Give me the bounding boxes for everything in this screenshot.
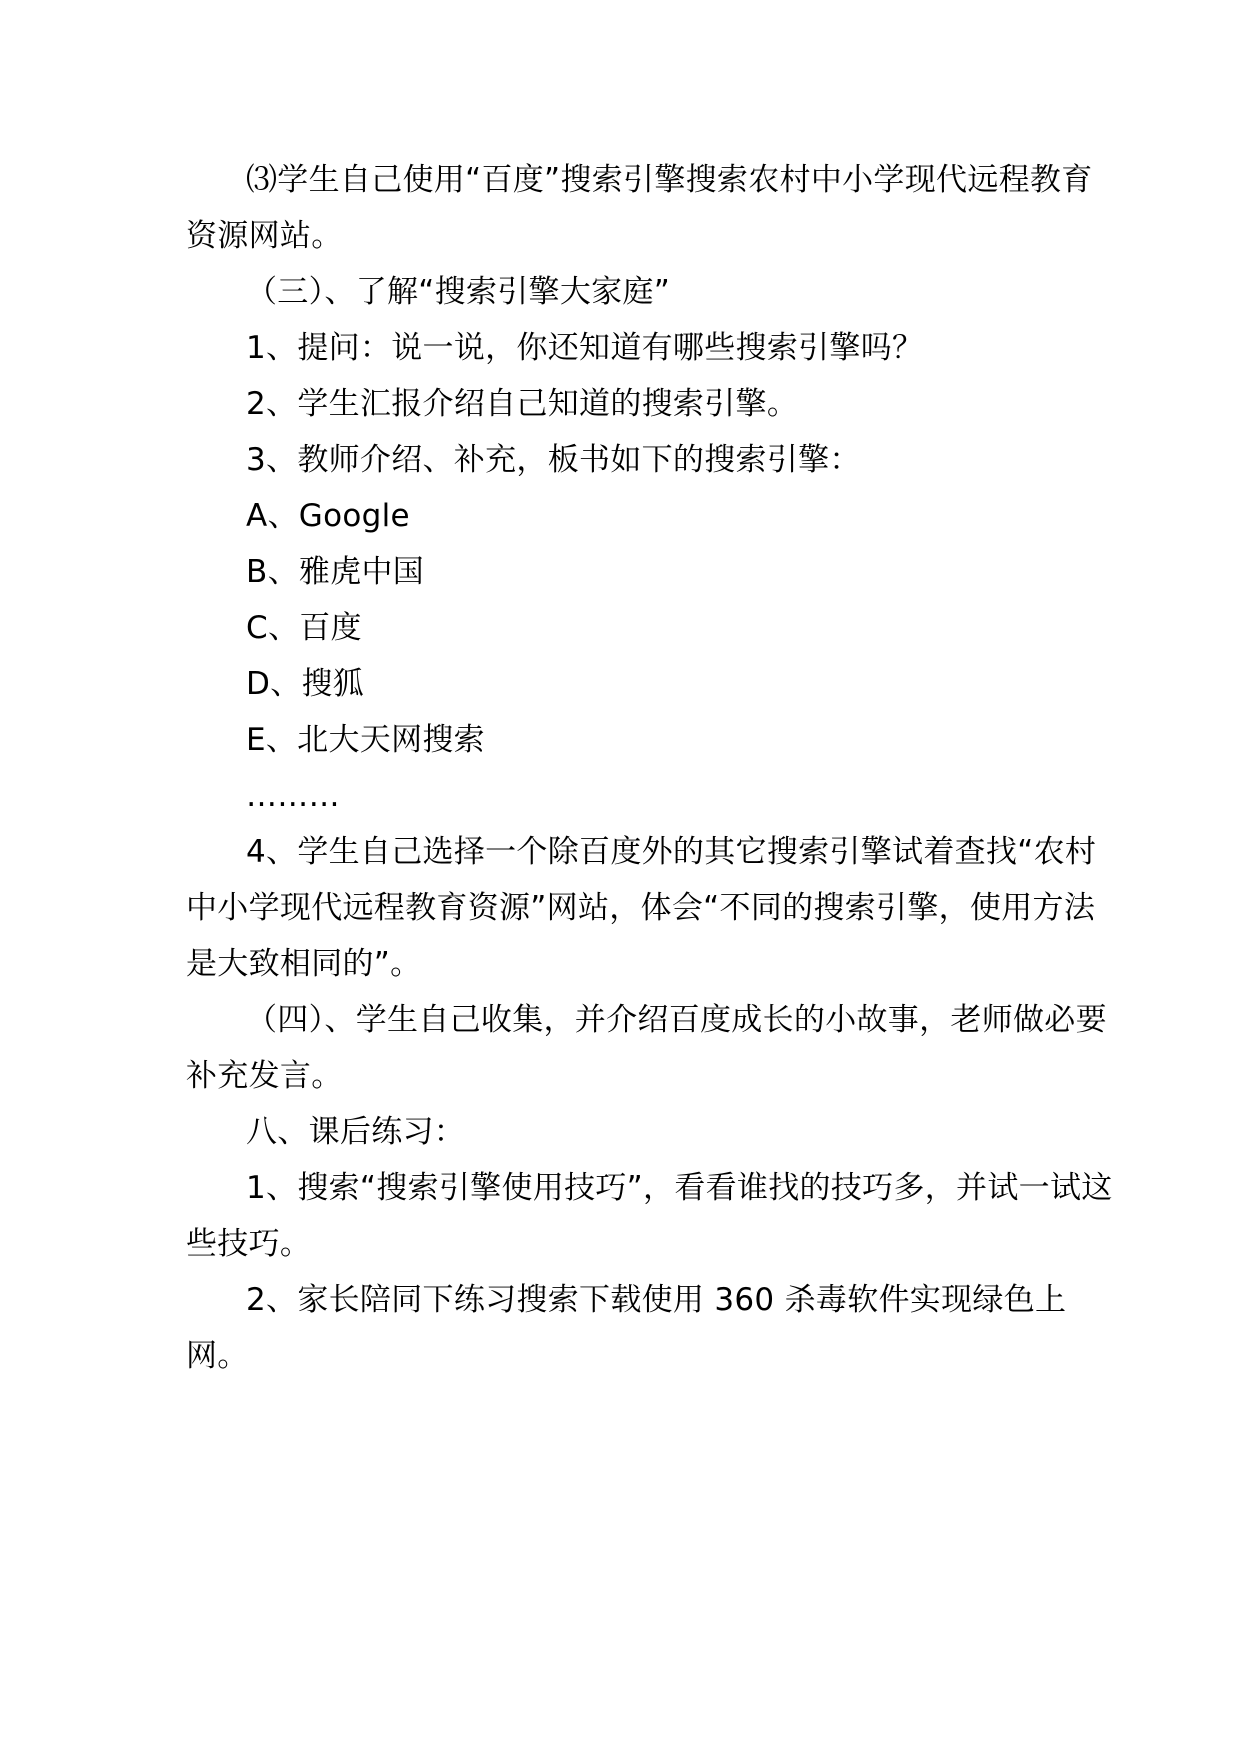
section-heading-search-engine-family: （三）、了解“搜索引擎大家庭” xyxy=(246,274,671,310)
practice-item-2: 2、家长陪同下练习搜索下载使用 360 杀毒软件实现绿色上网。 xyxy=(186,1282,1067,1374)
list-item-tianwang: E、北大天网搜索 xyxy=(246,722,485,758)
list-item-baidu: C、百度 xyxy=(246,610,362,646)
paragraph-item-2: 2、学生汇报介绍自己知道的搜索引擎。 xyxy=(246,386,799,422)
paragraph-item-3: 3、教师介绍、补充，板书如下的搜索引擎： xyxy=(246,442,861,478)
practice-item-1: 1、搜索“搜索引擎使用技巧”，看看谁找的技巧多，并试一试这些技巧。 xyxy=(186,1170,1113,1262)
list-item-yahoo-china: B、雅虎中国 xyxy=(246,554,425,590)
list-item-google: A、Google xyxy=(246,498,410,534)
section-heading-after-class-practice: 八、课后练习： xyxy=(246,1114,466,1150)
paragraph-question-1: 1、提问：说一说，你还知道有哪些搜索引擎吗？ xyxy=(246,330,924,366)
document-body xyxy=(186,152,1116,1384)
list-item-sohu: D、搜狐 xyxy=(246,666,365,702)
paragraph-item-4: 4、学生自己选择一个除百度外的其它搜索引擎试着查找“农村中小学现代远程教育资源”网站，体会“不同的搜索引擎，使用方法是大致相同的”。 xyxy=(186,834,1097,982)
section-heading-baidu-story: （四）、学生自己收集，并介绍百度成长的小故事，老师做必要补充发言。 xyxy=(186,1002,1107,1094)
ellipsis-line: ……… xyxy=(246,778,340,814)
paragraph-step-3-baidu-search: ⑶学生自己使用“百度”搜索引擎搜索农村中小学现代远程教育资源网站。 xyxy=(186,162,1093,254)
